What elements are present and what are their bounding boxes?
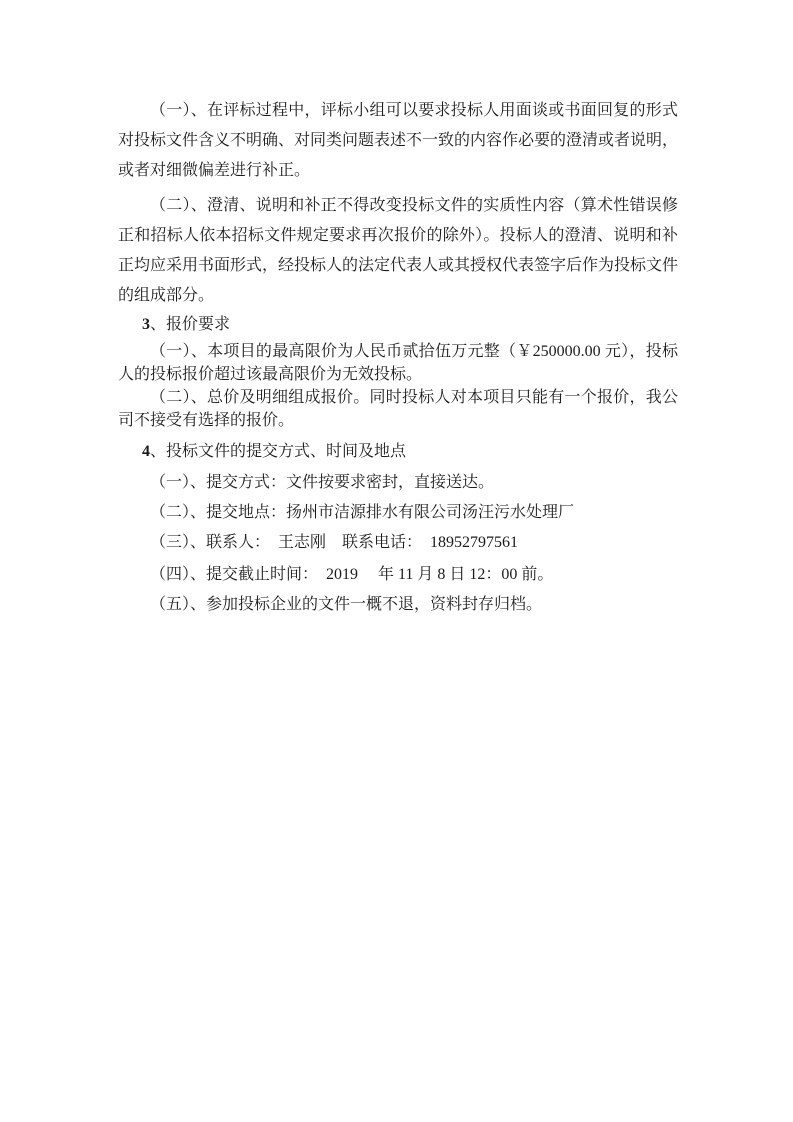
paragraph-submission-location: （二）、提交地点：扬州市洁源排水有限公司汤汪污水处理厂 bbox=[150, 504, 575, 521]
heading-quotation-text: 、报价要求 bbox=[150, 316, 231, 333]
paragraph-single-quote: （二）、总价及明细组成报价。同时投标人对本项目只能有一个报价，我公司不接受有选择的报价。 bbox=[118, 389, 678, 429]
paragraph-submission-deadline: （四）、提交截止时间： 2019 年 11 月 8 日 12：00 前。 bbox=[150, 566, 554, 583]
paragraph-price-limit: （一）、本项目的最高限价为人民币贰拾伍万元整（￥250000.00 元），投标人的投标报价超过该最高限价为无效投标。 bbox=[118, 343, 678, 383]
paragraph-submission-contact: （三）、联系人： 王志刚 联系电话： 18952797561 bbox=[150, 534, 519, 551]
paragraph-evaluation-clarify: （一）、在评标过程中，评标小组可以要求投标人用面谈或书面回复的形式对投标文件含义不明确、对同类问题表述不一致的内容作必要的澄清或者说明，或者对细微偏差进行补正。 bbox=[118, 102, 679, 179]
heading-submission bbox=[118, 437, 678, 467]
heading-quotation-requirements bbox=[118, 313, 678, 336]
paragraph-documents-no-return: （五）、参加投标企业的文件一概不退，资料封存归档。 bbox=[150, 596, 543, 613]
heading-submission-text: 、投标文件的提交方式、时间及地点 bbox=[150, 443, 407, 460]
document-content bbox=[118, 96, 678, 620]
paragraph-evaluation-correction: （二）、澄清、说明和补正不得改变投标文件的实质性内容（算术性错误修正和招标人依本招标文件规定要求再次报价的除外）。投标人的澄清、说明和补正均应采用书面形式，经投标人的法定代表人或其授权代表签字后作为投标文件的组成部分。 bbox=[118, 197, 679, 304]
heading-submission-number: 4 bbox=[142, 443, 150, 460]
heading-quotation-number: 3 bbox=[142, 316, 150, 333]
paragraph-submission-method: （一）、提交方式：文件按要求密封，直接送达。 bbox=[150, 474, 495, 491]
